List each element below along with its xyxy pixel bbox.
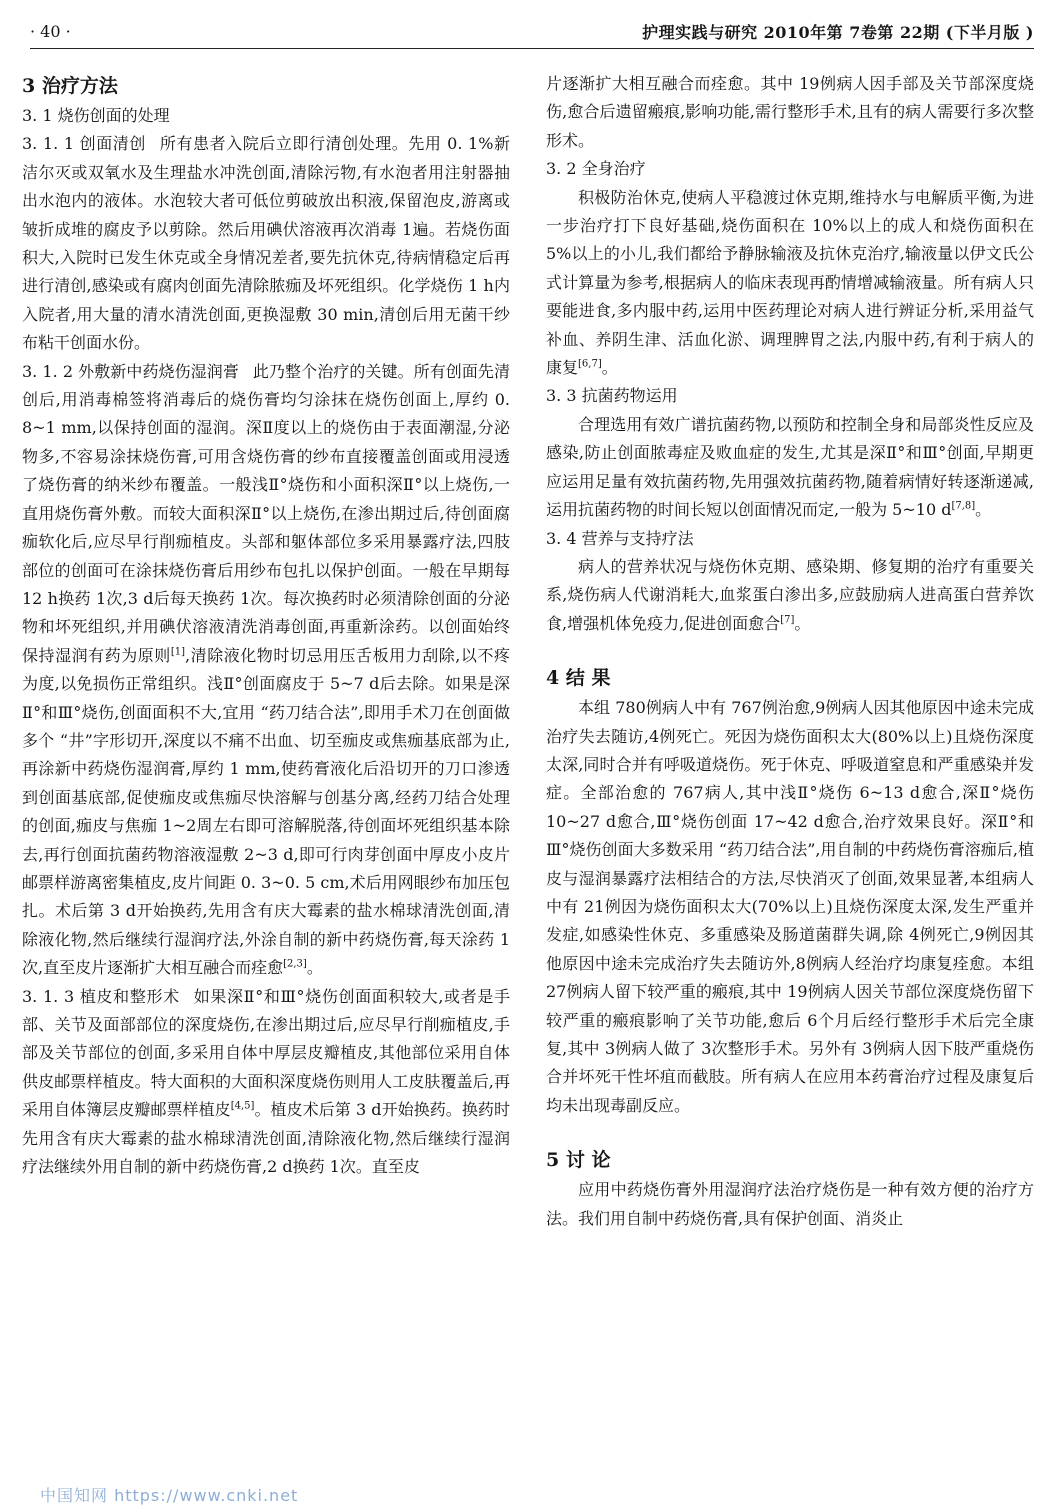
journal-info: 护理实践与研究 2010年第 7卷第 22期 (下半月版 ) [642,23,1034,42]
citation: [7] [780,614,795,626]
paragraph-text: 。 [601,358,618,378]
citation: [6,7] [578,358,602,370]
paragraph-text: 。 [794,613,811,633]
section-heading-4: 4 结 果 [546,667,611,690]
paragraph-text: 。 [306,958,323,978]
paragraph-3-2 [546,184,1034,383]
run-in-title-3-1-1: 3. 1. 1 创面清创 [22,134,146,154]
subsection-heading-3-1: 3. 1 烧伤创面的处理 [22,106,170,125]
citation: [4,5] [230,1100,255,1112]
subsection-heading-3-2: 3. 2 全身治疗 [546,159,646,179]
paragraph-3-1-1 [22,130,510,357]
run-in-title-3-1-3: 3. 1. 3 植皮和整形术 [22,986,180,1006]
paragraph-3-3 [546,411,1034,525]
subsection-heading-3-4: 3. 4 营养与支持疗法 [546,528,694,548]
citation: [2,3] [283,958,307,970]
paragraph-text: 此乃整个治疗的关键。所有创面先清创后,用消毒棉签将消毒后的烧伤膏均匀涂抹在烧伤创面上,厚约 0. 8~1 mm,以保持创面的湿润。深Ⅱ度以上的烧伤由于表面潮湿,分泌物多,不容易涂抹烧伤膏,可用含烧伤膏的纱布直接覆盖创面或用浸透了烧伤膏的纳米纱布覆盖。一般浅Ⅱ°烧伤和小面积深Ⅱ°以上烧伤,一直用烧伤膏外敷。而较大面积深Ⅱ°以上烧伤,在渗出期过后,待创面腐痂软化后,应尽早行削痂植皮。头部和躯体部位多采用暴露疗法,四肢部位的创面可在涂抹烧伤膏后用纱布包扎以保护创面。一般在早期每 12 h换药 1次,3 d后每天换药 1次。每次换药时必须清除创面的分泌物和坏死组织,并用碘伏溶液清洗消毒创面,再重新涂药。以创面始终保持湿润有药为原则 [22,361,510,665]
section-heading-3: 3 治疗方法 [22,75,118,97]
paragraph-continued: 片逐渐扩大相互融合而痊愈。其中 19例病人因手部及关节部深度烧伤,愈合后遗留瘢痕,影响功能,需行整形手术,且有的病人需要行多次整形术。 [546,74,1034,150]
paragraph-text: ,清除液化物时切忌用压舌板用力刮除,以不疼为度,以免损伤正常组织。浅Ⅱ°创面腐皮于 5~7 d后去除。如果是深Ⅱ°和Ⅲ°烧伤,创面面积不大,宜用 “药刀结合法”,即用手术刀在创面做多个 “井”字形切开,深度以不痛不出血、切至痂皮或焦痂基底部为止,再涂新中药烧伤湿润膏,厚约 1 mm,使药膏液化后沿切开的刀口渗透到创面基底部,促使痂皮或焦痂尽快溶解与创基分离,经药刀结合处理的创面,痂皮与焦痂 1~2周左右即可溶解脱落,待创面坏死组织基本除去,再行创面抗菌药物溶液湿敷 2~3 d,即可行肉芽创面中厚皮小皮片邮票样游离密集植皮,皮片间距 0. 3~0. 5 cm,术后用网眼纱布加压包扎。术后第 3 d开始换药,先用含有庆大霉素的盐水棉球清洗创面,清除液化物,然后继续行湿润疗法,外涂自制的新中药烧伤膏,每天涂药 1次,直至皮片逐渐扩大相互融合而痊愈 [22,645,510,978]
paragraph-text: 所有患者入院后立即行清创处理。先用 0. 1%新洁尔灭或双氧水及生理盐水冲洗创面,清除污物,有水泡者用注射器抽出水泡内的液体。水泡较大者可低位剪破放出积液,保留泡皮,游离或皱折成堆的腐皮予以剪除。然后用碘伏溶液再次消毒 1遍。若烧伤面积大,入院时已发生休克或全身情况差者,要先抗休克,待病情稳定后再进行清创,感染或有腐肉创面先清除脓痂及坏死组织。化学烧伤 1 h内入院者,用大量的清水清洗创面,更换湿敷 30 min,清创后用无菌干纱布粘干创面水份。 [22,134,510,353]
paragraph-text: 病人的营养状况与烧伤休克期、感染期、修复期的治疗有重要关系,烧伤病人代谢消耗大,血浆蛋白渗出多,应鼓励病人进高蛋白营养饮食,增强机体免疫力,促进创面愈合 [546,556,1034,633]
paragraph-5: 应用中药烧伤膏外用湿润疗法治疗烧伤是一种有效方便的治疗方法。我们用自制中药烧伤膏,具有保护创面、消炎止 [546,1180,1034,1228]
subsection-heading-3-3: 3. 3 抗菌药物运用 [546,386,678,406]
citation: [1] [170,646,186,658]
page-number: · 40 · [30,22,71,41]
paragraph-3-1-3 [22,983,510,1182]
paragraph-4: 本组 780例病人中有 767例治愈,9例病人因其他原因中途未完成治疗失去随访,4例死亡。死因为烧伤面积太大(80%以上)且烧伤深度太深,同时合并有呼吸道烧伤。死于休克、呼吸道窒息和严重感染并发症。全部治愈的 767病人,其中浅Ⅱ°烧伤 6~13 d愈合,深Ⅱ°烧伤 10~27 d愈合,Ⅲ°烧伤创面 17~42 d愈合,治疗效果良好。深Ⅱ°和Ⅲ°烧伤创面大多数采用 “药刀结合法”,用自制的中药烧伤膏溶痂后,植皮与湿润暴露疗法相结合的方法,尽快消灭了创面,效果显著,本组病人中有 21例因为烧伤面积太大(70%以上)且烧伤深度太深,发生严重并发症,如感染性休克、多重感染及肠道菌群失调,除 4例死亡,9例因其他原因中途未完成治疗失去随访外,8例病人经治疗均康复痊愈。本组 27例病人留下较严重的瘢痕,其中 19例病人因关节部位深度烧伤留下较严重的瘢痕影响了关节功能,愈后 6个月后经行整形手术后完全康复,其中 3例病人做了 3次整形手术。另外有 3例病人因下肢严重烧伤合并坏死干性坏疽而截肢。所有病人在应用本药膏治疗过程及康复后均未出现毒副反应。 [546,698,1034,1115]
run-in-title-3-1-2: 3. 1. 2 外敷新中药烧伤湿润膏 [22,361,239,381]
running-header [30,20,1034,49]
citation: [7,8] [951,500,976,512]
left-column [22,70,510,1181]
cnki-watermark: 中国知网 https://www.cnki.net [40,1486,299,1505]
paragraph-3-4 [546,553,1034,638]
paragraph-text: 如果深Ⅱ°和Ⅲ°烧伤创面面积较大,或者是手部、关节及面部部位的深度烧伤,在渗出期过后,应尽早行削痂植皮,手部及关节部位的创面,多采用自体中厚层皮瓣植皮,其他部位采用自体供皮邮票样植皮。特大面积的大面积深度烧伤则用人工皮肤覆盖后,再采用自体簿层皮瓣邮票样植皮 [22,986,510,1120]
paragraph-text: 合理选用有效广谱抗菌药物,以预防和控制全身和局部炎性反应及感染,防止创面脓毒症及败血症的发生,尤其是深Ⅱ°和Ⅲ°创面,早期更应运用足量有效抗菌药物,先用强效抗菌药物,随着病情好转逐渐递减,运用抗菌药物的时间长短以创面情况而定,一般为 5~10 d [546,414,1034,520]
right-column [546,70,1034,1233]
paragraph-3-1-2 [22,358,510,983]
section-heading-5: 5 讨 论 [546,1149,611,1172]
paragraph-text: 积极防治休克,使病人平稳渡过休克期,维持水与电解质平衡,为进一步治疗打下良好基础,烧伤面积在 10%以上的成人和烧伤面积在 5%以上的小儿,我们都给予静脉输液及抗休克治疗,输液量以伊文氏公式计算量为参考,根据病人的临床表现再酌情增减输液量。所有病人只要能进食,多内服中药,运用中医药理论对病人进行辨证分析,采用益气补血、养阴生津、活血化淤、调理脾胃之法,内服中药,有利于病人的康复 [546,187,1034,378]
paragraph-text: 。 [975,500,992,520]
paragraph-text: 。植皮术后第 3 d开始换药。换药时先用含有庆大霉素的盐水棉球清洗创面,清除液化物,然后继续行湿润疗法继续外用自制的新中药烧伤膏,2 d换药 1次。直至皮 [22,1100,510,1177]
